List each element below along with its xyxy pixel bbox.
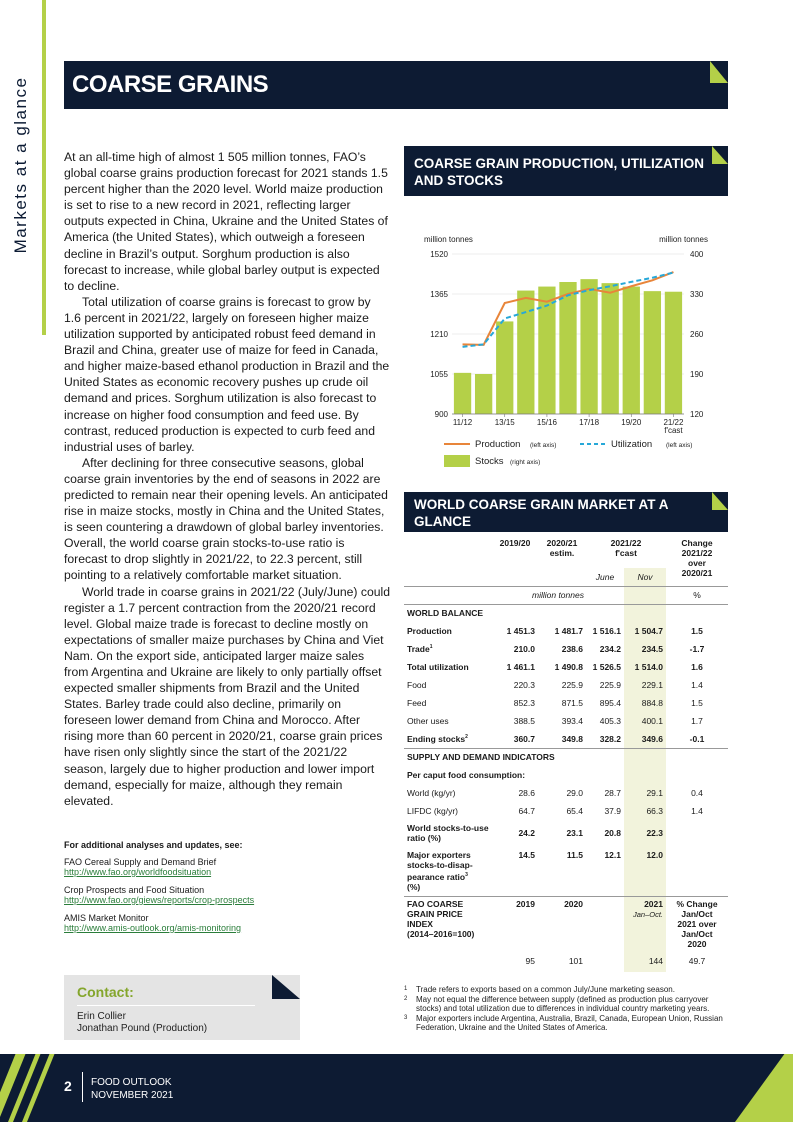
col-subheader: Nov — [624, 568, 666, 586]
row-label: LIFDC (kg/yr) — [407, 806, 458, 816]
body-paragraph: After declining for three consecutive seasons, global coarse grain inventories by the end of seasons in 2022 are predicted to remain near their opening levels. An anticipated rise in maize stocks, mostly in China and the United States, is seen countering a drawdown of global barley inventories. Overall, the world coarse grain stocks-to-use ratio is forecast to drop slightly in 2021/22, to 22.3 percent, still pointing to a relatively comfortable market situation. — [64, 455, 388, 583]
row-label: Food — [407, 680, 427, 690]
market-table — [404, 538, 728, 972]
body-paragraph: At an all-time high of almost 1 505 million tonnes, FAO’s global coarse grains production forecast for 2021 stands 1.5 percent higher than the 2020 level. World maize production is set to rise to a new record in 2021, reflecting larger outputs expected in China, Ukraine and the United States of America (the United States), which outweigh a foreseen decline in Brazil’s output. Sorghum production is also forecast to increase, while global barley output is expected to decline. — [64, 150, 388, 293]
cell: 1 451.3 — [506, 626, 535, 636]
cell: -1.7 — [689, 644, 705, 654]
cell: 28.7 — [604, 788, 621, 798]
left-tick-label: 1055 — [430, 370, 448, 379]
row-label: World (kg/yr) — [407, 788, 456, 798]
row-label: Ending stocks$^2$ — [407, 733, 468, 744]
table-row — [404, 712, 728, 730]
body-text — [64, 149, 390, 809]
row-label: Major exporters stocks-to-disap- pearance ratio$^3$ (%) — [407, 849, 473, 892]
bar-stocks — [665, 292, 682, 414]
table-row — [404, 802, 728, 820]
col-header: % Change Jan/Oct 2021 over Jan/Oct 2020 — [676, 898, 718, 949]
legend-note: (left axis) — [530, 442, 557, 449]
cell: 1 461.1 — [506, 662, 535, 672]
left-tick-label: 1520 — [430, 250, 448, 259]
footnotes — [404, 985, 728, 1033]
bar-stocks — [454, 373, 471, 414]
cell: 234.2 — [599, 644, 621, 654]
bar-stocks — [580, 279, 597, 414]
contact-divider — [77, 1005, 255, 1006]
link-name: AMIS Market Monitor — [64, 912, 149, 923]
link-name: FAO Cereal Supply and Demand Brief — [64, 856, 217, 867]
table-row — [404, 640, 728, 658]
body-paragraph: World trade in coarse grains in 2021/22 (July/June) could register a 1.7 percent contraction from the 2020/21 record level. Global maize trade is forecast to decline mostly on expectations of smaller maize purchases by China and Viet Nam. On the export side, anticipated larger maize sales from Argentina and Ukraine are likely to only partially offset expected smaller shipments from Brazil and the United States. Barley trade could also decline, primarily on foreseen lower demand from China and Morocco. After rising more than 60 percent in 2020/21, coarse grain prices have risen only slightly since the start of the 2021/22 season, largely due to higher production and lower import demand, especially for maize, although they remain elevated. — [64, 584, 391, 808]
x-tick-label: 17/18 — [579, 418, 600, 427]
page-number: 2 — [64, 1078, 72, 1094]
footnote: 3 Major exporters include Argentina, Australia, Brazil, Canada, European Union, Russian Federation, Ukraine and the United States of America. — [404, 1013, 723, 1033]
cell: 49.7 — [688, 956, 706, 966]
cell: 393.4 — [561, 716, 583, 726]
contact-name: Erin Collier — [77, 1011, 126, 1022]
link-name: Crop Prospects and Food Situation — [64, 884, 205, 895]
cell: 14.5 — [518, 850, 535, 860]
units-pct: % — [693, 590, 701, 600]
cell: 229.1 — [624, 676, 666, 694]
cell: 871.5 — [561, 698, 583, 708]
cell: 66.3 — [624, 802, 666, 820]
bar-stocks — [623, 287, 640, 414]
x-tick-label: 21/22 — [663, 418, 684, 427]
col-header: 2020/21 estim. — [546, 538, 578, 558]
table-panel-title — [404, 492, 728, 532]
cell: -0.1 — [689, 733, 705, 744]
col-header: Change 2021/22 over 2020/21 — [681, 538, 713, 578]
bar-stocks — [517, 291, 534, 414]
cell: 29.0 — [566, 788, 583, 798]
page-title: COARSE GRAINS — [72, 71, 269, 98]
x-tick-label: 19/20 — [621, 418, 642, 427]
x-tick-label: 13/15 — [494, 418, 515, 427]
cell: 234.5 — [624, 640, 666, 658]
x-tick-sublabel: f'cast — [664, 426, 683, 435]
cell: 238.6 — [561, 644, 583, 654]
cell: 388.5 — [513, 716, 535, 726]
table-row — [404, 694, 728, 712]
body-paragraph: Total utilization of coarse grains is forecast to grow by 1.6 percent in 2021/22, largely on foreseen higher maize utilization supported by anticipated robust feed demand in Brazil and China, greater use of maize for feed in Canada, and higher maize-based ethanol production in Brazil and the United States as economic recovery pushes up crude oil demand and prices. Sorghum utilization is also forecast to increase on higher food consumption and feed use. By contrast, reduced production is expected to curb feed and industrial uses of barley. — [64, 294, 390, 454]
legend-label: Production — [475, 439, 521, 450]
cell: 225.9 — [599, 680, 621, 690]
right-tick-label: 120 — [690, 410, 704, 419]
chart-panel-title-line: AND STOCKS — [414, 173, 504, 188]
cell: 210.0 — [513, 644, 535, 654]
footnote: 2 May not equal the difference between supply (defined as production plus carryover stocks) and total utilization due to differences in individual country marketing years. — [404, 994, 710, 1014]
cell: 1.5 — [691, 626, 703, 636]
cell: 1.4 — [691, 680, 703, 690]
cell: 1.4 — [691, 806, 703, 816]
row-label: Other uses — [407, 716, 449, 726]
cell: 328.2 — [599, 733, 621, 744]
legend-label: Stocks — [475, 456, 504, 467]
x-tick-label: 11/12 — [452, 418, 473, 427]
row-label: FAO COARSE GRAIN PRICE INDEX (2014–2016=100) — [407, 898, 475, 939]
right-tick-label: 330 — [690, 290, 704, 299]
table-row — [404, 658, 728, 676]
legend-note: (left axis) — [666, 442, 693, 449]
contact-heading: Contact: — [77, 984, 134, 1000]
page-footer — [0, 1054, 793, 1122]
row-label: World stocks-to-use ratio (%) — [407, 823, 489, 843]
footnote: 1 Trade refers to exports based on a common July/June marketing season. — [404, 985, 675, 994]
cell: 1 504.7 — [624, 622, 666, 640]
row-label: Production — [407, 626, 452, 636]
cell: 884.8 — [624, 694, 666, 712]
col-header: 2019/20 — [499, 538, 531, 548]
legend-label: Utilization — [611, 439, 653, 450]
cell: 1 514.0 — [624, 658, 666, 676]
col-subheader: June — [595, 571, 615, 582]
cell: 225.9 — [561, 680, 583, 690]
cell: 65.4 — [566, 806, 583, 816]
cell: 29.1 — [624, 784, 666, 802]
chart-svg — [404, 205, 728, 480]
link-url[interactable]: http://www.fao.org/worldfoodsituation — [64, 867, 212, 877]
footer-divider — [82, 1072, 83, 1102]
further-reading — [64, 840, 364, 941]
section-heading: WORLD BALANCE — [407, 608, 484, 619]
cell: 20.8 — [604, 828, 621, 838]
bar-stocks — [496, 321, 513, 414]
section-heading: SUPPLY AND DEMAND INDICATORS — [407, 752, 555, 763]
cell: 1 516.1 — [592, 626, 621, 636]
footer-stripe — [735, 1054, 793, 1122]
bar-stocks — [475, 374, 492, 414]
cell: 895.4 — [599, 698, 621, 708]
cell: 12.1 — [604, 850, 621, 860]
cell: 852.3 — [513, 698, 535, 708]
cell: 400.1 — [624, 712, 666, 730]
section-side-label: Markets at a glance — [11, 76, 30, 254]
left-tick-label: 1210 — [430, 330, 448, 339]
cell: 95 — [525, 956, 535, 966]
table-row — [404, 784, 728, 802]
x-tick-label: 15/16 — [536, 418, 557, 427]
legend-swatch-stocks — [444, 455, 470, 467]
left-tick-label: 1365 — [430, 290, 448, 299]
link-url[interactable]: http://www.fao.org/giews/reports/crop-prospects — [64, 895, 255, 905]
bar-stocks — [644, 291, 661, 414]
contact-box — [64, 975, 300, 1040]
col-header: 2021 Jan–Oct. — [624, 896, 666, 950]
cell: 1.5 — [691, 698, 703, 708]
table-panel-title-line: GLANCE — [414, 514, 471, 529]
right-tick-label: 190 — [690, 370, 704, 379]
footer-stripe — [22, 1054, 54, 1122]
link-item — [64, 857, 364, 878]
cell: 144 — [624, 950, 666, 972]
bar-stocks — [559, 282, 576, 414]
legend-note: (right axis) — [510, 459, 541, 466]
cell: 360.7 — [513, 733, 535, 744]
publication-name: FOOD OUTLOOK NOVEMBER 2021 — [91, 1077, 174, 1101]
cell: 1 481.7 — [554, 626, 583, 636]
cell: 1.7 — [691, 716, 703, 726]
bar-stocks — [602, 283, 619, 414]
link-url[interactable]: http://www.amis-outlook.org/amis-monitoring — [64, 923, 242, 933]
right-tick-label: 400 — [690, 250, 704, 259]
cell: 23.1 — [566, 828, 583, 838]
contact-name: Jonathan Pound (Production) — [77, 1023, 208, 1034]
col-header: 2020 — [564, 898, 583, 909]
cell: 220.3 — [513, 680, 535, 690]
table-row — [404, 730, 728, 748]
row-label: Feed — [407, 698, 427, 708]
cell: 1 490.8 — [554, 662, 583, 672]
cell: 28.6 — [518, 788, 535, 798]
col-header: 2021/22 f'cast — [610, 538, 642, 558]
chart-panel-title — [404, 146, 728, 196]
left-axis-label: million tonnes — [424, 235, 473, 244]
cell: 11.5 — [566, 850, 583, 860]
cell: 101 — [568, 956, 583, 966]
table-row — [404, 676, 728, 694]
chart-panel-title-line: COARSE GRAIN PRODUCTION, UTILIZATION — [414, 156, 704, 171]
further-reading-heading: For additional analyses and updates, see: — [64, 840, 243, 850]
cell: 12.0 — [624, 846, 666, 896]
cell: 349.6 — [624, 730, 666, 748]
cell: 349.8 — [561, 733, 583, 744]
cell: 64.7 — [518, 806, 535, 816]
cell: 0.4 — [691, 788, 703, 798]
right-tick-label: 260 — [690, 330, 704, 339]
row-label: Trade$^1$ — [407, 644, 433, 654]
row-label: Total utilization — [407, 662, 469, 672]
col-header: 2019 — [516, 898, 535, 909]
table-row — [404, 622, 728, 640]
chart-area — [404, 205, 728, 480]
link-item — [64, 913, 364, 934]
cell: 37.9 — [604, 806, 621, 816]
cell: 24.2 — [518, 828, 535, 838]
table-panel-title-line: WORLD COARSE GRAIN MARKET AT A — [414, 497, 669, 512]
cell: 1.6 — [691, 662, 703, 672]
link-item — [64, 885, 364, 906]
cell: 22.3 — [624, 820, 666, 846]
sub-heading: Per caput food consumption: — [407, 770, 526, 780]
units-label: million tonnes — [532, 590, 584, 600]
right-axis-label: million tonnes — [659, 235, 708, 244]
cell: 405.3 — [599, 716, 621, 726]
left-tick-label: 900 — [434, 410, 448, 419]
cell: 1 526.5 — [592, 662, 621, 672]
